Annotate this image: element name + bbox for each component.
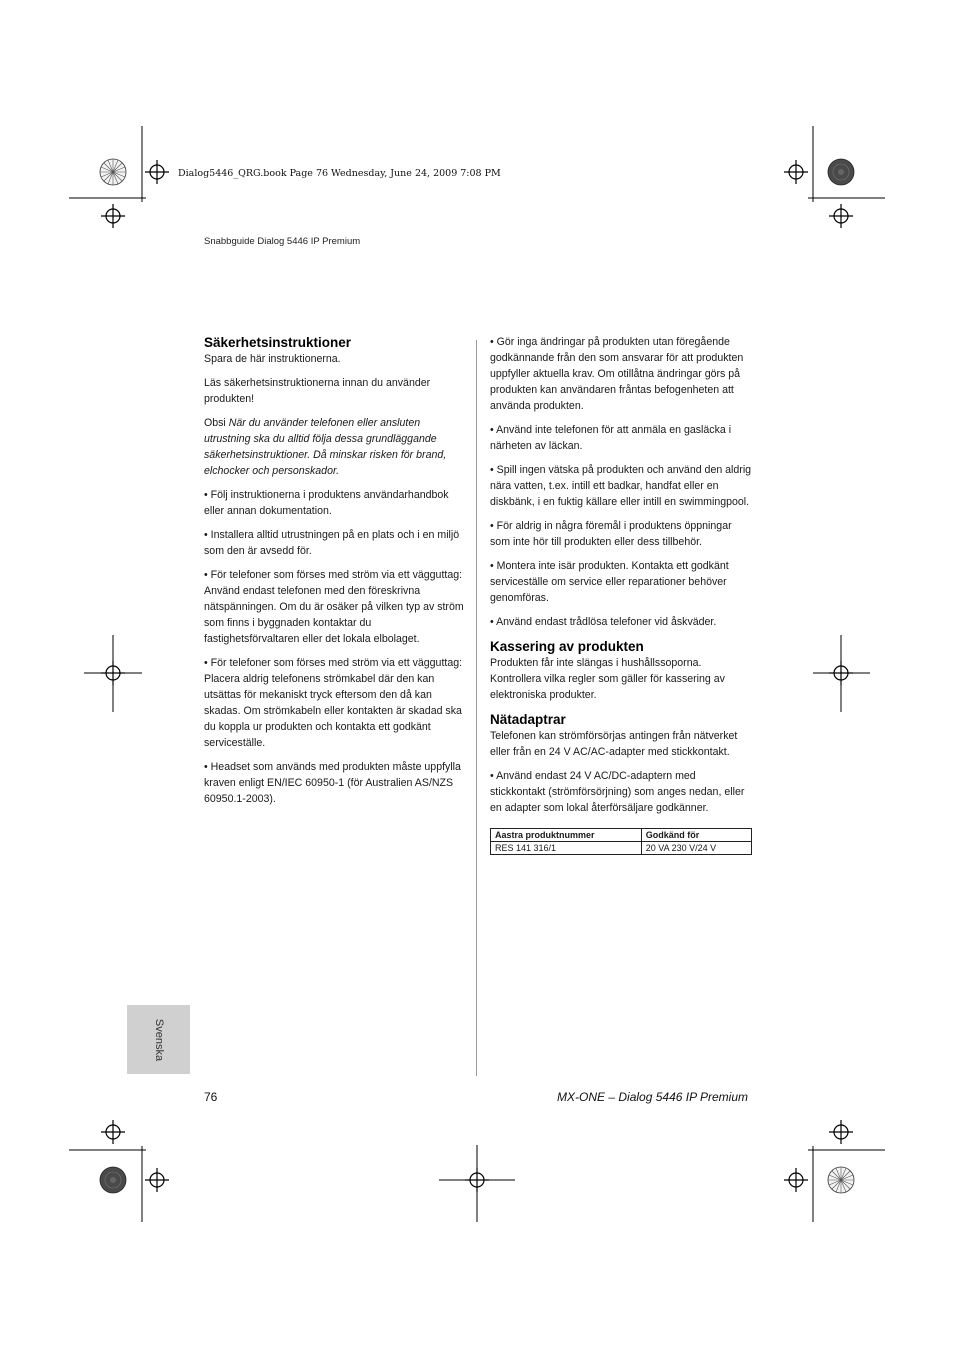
adapter-table [490,828,752,855]
bullet-item: • Headset som används med produkten måste uppfylla kraven enligt EN/IEC 60950-1 (för Australien AS/NZS 60950.1-2003). [204,761,461,805]
bullet-item: • Installera alltid utrustningen på en plats och i en miljö som den är avsedd för. [204,529,460,557]
note-text: När du använder telefonen eller ansluten utrustning ska du alltid följa dessa grundläggande säkerhetsinstruktioner. Då minskar risken för brand, elchocker och personskador. [204,417,447,477]
heading-sakerhetsinstruktioner: Säkerhetsinstruktioner [204,335,352,350]
bullet-item: • Montera inte isär produkten. Kontakta ett godkänt serviceställe om service eller reparationer behöver genomföras. [490,560,729,604]
registration-target [465,1168,489,1192]
bullet-item: • Använd endast trådlösa telefoner vid åskväder. [490,616,717,628]
registration-target [145,1168,169,1192]
bullet-item: • Spill ingen vätska på produkten och använd den aldrig nära vatten, t.ex. intill ett badkar, handfat eller en diskbänk, i en fuktig källare eller intill en swimmingpool. [490,464,752,508]
left-column [204,334,466,815]
registration-target [829,204,853,228]
slug-line: Dialog5446_QRG.book Page 76 Wednesday, June 24, 2009 7:08 PM [178,168,501,179]
bullet-item: • Gör inga ändringar på produkten utan föregående godkännande från den som ansvarar för att produkten uppfyller aktuella krav. Om otillåtna ändringar görs på produkten kan användaren fråntas befogenheten att använda produkten. [490,336,744,412]
registration-target [829,1120,853,1144]
side-tab-label: Svenska [152,1018,165,1061]
table-row [491,842,752,855]
right-column [490,334,752,855]
registration-target [101,204,125,228]
bullet-item: • För telefoner som förses med ström via ett vägguttag: Använd endast telefonen med den föreskrivna nätspänningen. Om du är osäker på vilken typ av ström som finns i byggnaden kontaktar du fastighetsförvaltaren eller det lokala elbolaget. [204,569,464,645]
table-header-row [491,829,752,842]
bullet-item: • Följ instruktionerna i produktens användarhandbok eller annan dokumentation. [204,489,449,517]
paragraph: Läs säkerhetsinstruktionerna innan du använder produkten! [204,377,431,405]
footer-title: MX-ONE – Dialog 5446 IP Premium [557,1090,748,1104]
paragraph: Spara de här instruktionerna. [204,353,341,365]
star-target [828,1167,854,1193]
bullet-item: • Använd endast 24 V AC/DC-adaptern med stickkontakt (strömförsörjning) som anges nedan, eller en adapter som lokal återförsäljare godkänner. [490,770,745,814]
paragraph: Produkten får inte slängas i hushållssoporna. Kontrollera vilka regler som gäller för kassering av elektroniska produkter. [490,657,725,701]
paragraph: Telefonen kan strömförsörjas antingen från nätverket eller från en 24 V AC/AC-adapter med stickkontakt. [490,730,738,758]
heading-kassering: Kassering av produkten [490,639,644,654]
star-target [100,159,126,185]
column-divider [476,340,477,1076]
registration-target [829,661,853,685]
registration-target [784,1168,808,1192]
dark-target [100,1167,126,1193]
registration-target [101,1120,125,1144]
table-header-cell: Godkänd för [641,829,751,842]
running-header: Snabbguide Dialog 5446 IP Premium [204,236,361,247]
registration-target [101,661,125,685]
registration-target [145,160,169,184]
dark-target [828,159,854,185]
registration-target [784,160,808,184]
language-side-tab [127,1005,190,1074]
note-label: Obsi [204,417,226,429]
bullet-item: • För telefoner som förses med ström via ett vägguttag: Placera aldrig telefonens strömkabel där den kan utsättas för mekaniskt tryck eftersom den då kan skadas. Om strömkabeln eller kontakten är skadad ska du koppla ur produkten och kontakta ett godkänt serviceställe. [204,657,463,749]
table-cell: 20 VA 230 V/24 V [641,842,751,855]
table-header-cell: Aastra produktnummer [491,829,642,842]
table-cell: RES 141 316/1 [491,842,642,855]
heading-natadaptrar: Nätadaptrar [490,712,566,727]
page-number: 76 [204,1090,218,1104]
note-block [204,415,466,479]
bullet-item: • Använd inte telefonen för att anmäla en gasläcka i närheten av läckan. [490,424,732,452]
bullet-item: • För aldrig in några föremål i produktens öppningar som inte hör till produkten eller dess tillbehör. [490,520,732,548]
